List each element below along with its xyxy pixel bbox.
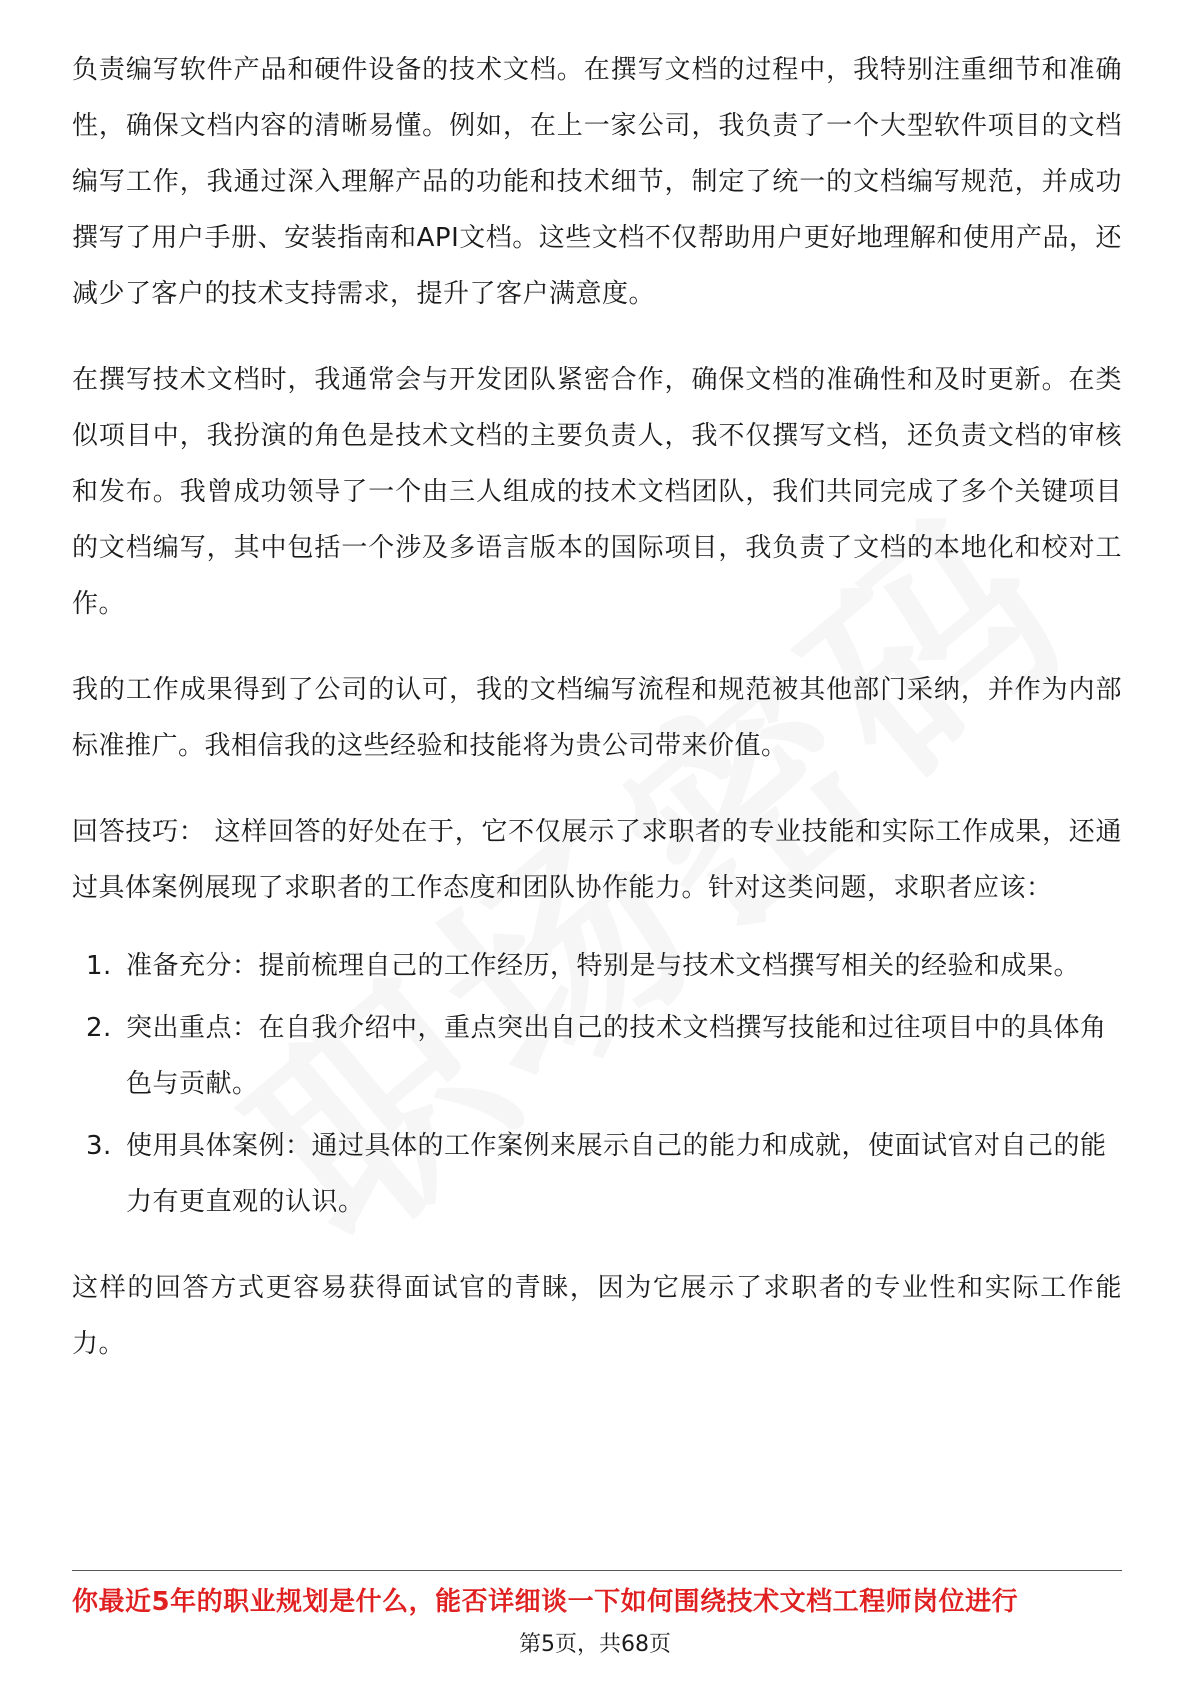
- list-item: [72, 1118, 1122, 1230]
- list-item: [72, 1000, 1122, 1112]
- list-item-number: 2.: [86, 1013, 112, 1043]
- tips-list: [72, 938, 1122, 1230]
- next-question-heading: 你最近5年的职业规划是什么，能否详细谈一下如何围绕技术文档工程师岗位进行: [72, 1587, 1019, 1617]
- answer-paragraph-2: 在撰写技术文档时，我通常会与开发团队紧密合作，确保文档的准确性和及时更新。在类似项目中，我扮演的角色是技术文档的主要负责人，我不仅撰写文档，还负责文档的审核和发布。我曾成功领导了一个由三人组成的技术文档团队，我们共同完成了多个关键项目的文档编写，其中包括一个涉及多语言版本的国际项目，我负责了文档的本地化和校对工作。: [72, 365, 1122, 619]
- list-item-text: 突出重点：在自我介绍中，重点突出自己的技术文档撰写技能和过往项目中的具体角色与贡献。: [126, 1013, 1107, 1099]
- main-content: [72, 42, 1122, 1402]
- footer-divider: [72, 1570, 1122, 1571]
- list-item: [72, 938, 1122, 994]
- list-item-text: 准备充分：提前梳理自己的工作经历，特别是与技术文档撰写相关的经验和成果。: [126, 951, 1081, 981]
- answer-paragraph-3: 我的工作成果得到了公司的认可，我的文档编写流程和规范被其他部门采纳，并作为内部标准推广。我相信我的这些经验和技能将为贵公司带来价值。: [72, 675, 1122, 761]
- tips-intro: 回答技巧： 这样回答的好处在于，它不仅展示了求职者的专业技能和实际工作成果，还通过具体案例展现了求职者的工作态度和团队协作能力。针对这类问题，求职者应该：: [72, 817, 1122, 903]
- page-number: 第5页，共68页: [519, 1632, 671, 1657]
- conclusion-paragraph: 这样的回答方式更容易获得面试官的青睐，因为它展示了求职者的专业性和实际工作能力。: [72, 1273, 1122, 1359]
- list-item-number: 3.: [86, 1131, 112, 1161]
- list-item-number: 1.: [86, 951, 112, 981]
- answer-paragraph-1: 负责编写软件产品和硬件设备的技术文档。在撰写文档的过程中，我特别注重细节和准确性，确保文档内容的清晰易懂。例如，在上一家公司，我负责了一个大型软件项目的文档编写工作，我通过深入理解产品的功能和技术细节，制定了统一的文档编写规范，并成功撰写了用户手册、安装指南和API文档。这些文档不仅帮助用户更好地理解和使用产品，还减少了客户的技术支持需求，提升了客户满意度。: [72, 55, 1122, 309]
- list-item-text: 使用具体案例：通过具体的工作案例来展示自己的能力和成就，使面试官对自己的能力有更直观的认识。: [126, 1131, 1107, 1217]
